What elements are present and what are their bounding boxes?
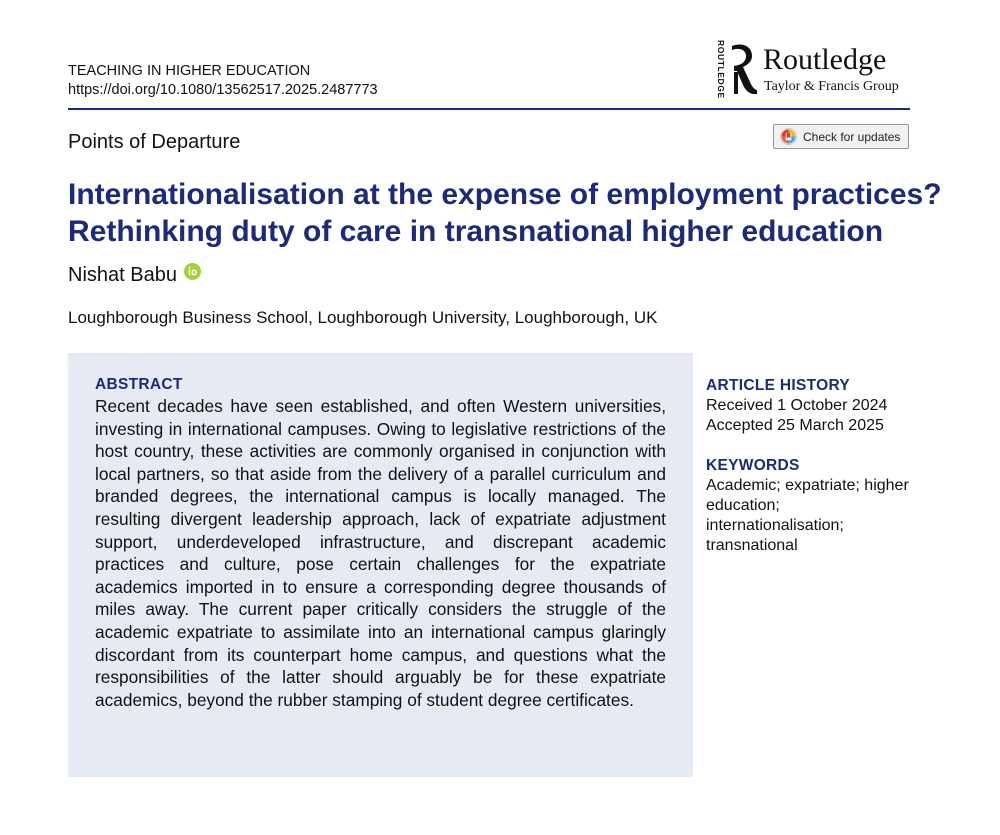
keywords-text: Academic; expatriate; higher education; internationalisation; transnational (706, 477, 909, 554)
check-updates-label: Check for updates (803, 129, 901, 144)
routledge-head-icon (728, 42, 758, 98)
journal-name: TEACHING IN HIGHER EDUCATION (68, 63, 311, 79)
author-name[interactable]: Nishat Babu (68, 264, 177, 286)
journal-header (68, 62, 378, 100)
title-line-2: Rethinking duty of care in transnational higher education (68, 215, 884, 248)
publisher-logo[interactable] (714, 42, 914, 100)
abstract-box (68, 353, 693, 777)
title-line-1: Internationalisation at the expense of employment practices? (68, 178, 942, 211)
section-label: Points of Departure (68, 131, 241, 153)
abstract-heading: ABSTRACT (95, 376, 183, 393)
check-updates-icon (780, 128, 797, 145)
accepted-date: Accepted 25 March 2025 (706, 417, 884, 434)
received-date: Received 1 October 2024 (706, 397, 888, 414)
check-for-updates-button[interactable] (773, 124, 909, 149)
keywords (706, 456, 916, 556)
author-line (68, 264, 201, 287)
abstract-text: Recent decades have seen established, and often Western universities, investing in international campuses. Owing to legislative restrictions of the host country, these activities are commonly organised in conjunction with local partners, so that aside from the delivery of a parallel curriculum and branded degrees, the international campus is locally managed. The resulting divergent leadership approach, lack of expatriate adjustment support, underdeveloped infrastructure, and discrepant academic practices and culture, pose certain challenges for the expatriate academics imported in to ensure a corresponding degree thousands of miles away. The current paper critically considers the struggle of the academic expatriate to assimilate into an international campus glaringly discordant from its counterpart home campus, and questions what the responsibilities of the latter should arguably be for these expatriate academics, beyond the rubber stamping of student degree certificates. (95, 396, 666, 710)
publisher-name: Routledge (763, 43, 887, 76)
publisher-group: Taylor & Francis Group (764, 79, 899, 94)
header-divider (68, 108, 910, 110)
article-history (706, 376, 926, 436)
article-title (68, 176, 942, 250)
orcid-icon[interactable] (184, 263, 201, 280)
logo-vertical-text: ROUTLEDGE (716, 40, 726, 99)
history-heading: ARTICLE HISTORY (706, 377, 851, 394)
keywords-heading: KEYWORDS (706, 457, 800, 474)
affiliation: Loughborough Business School, Loughborough University, Loughborough, UK (68, 308, 658, 327)
doi-link[interactable]: https://doi.org/10.1080/13562517.2025.2487773 (68, 82, 378, 98)
